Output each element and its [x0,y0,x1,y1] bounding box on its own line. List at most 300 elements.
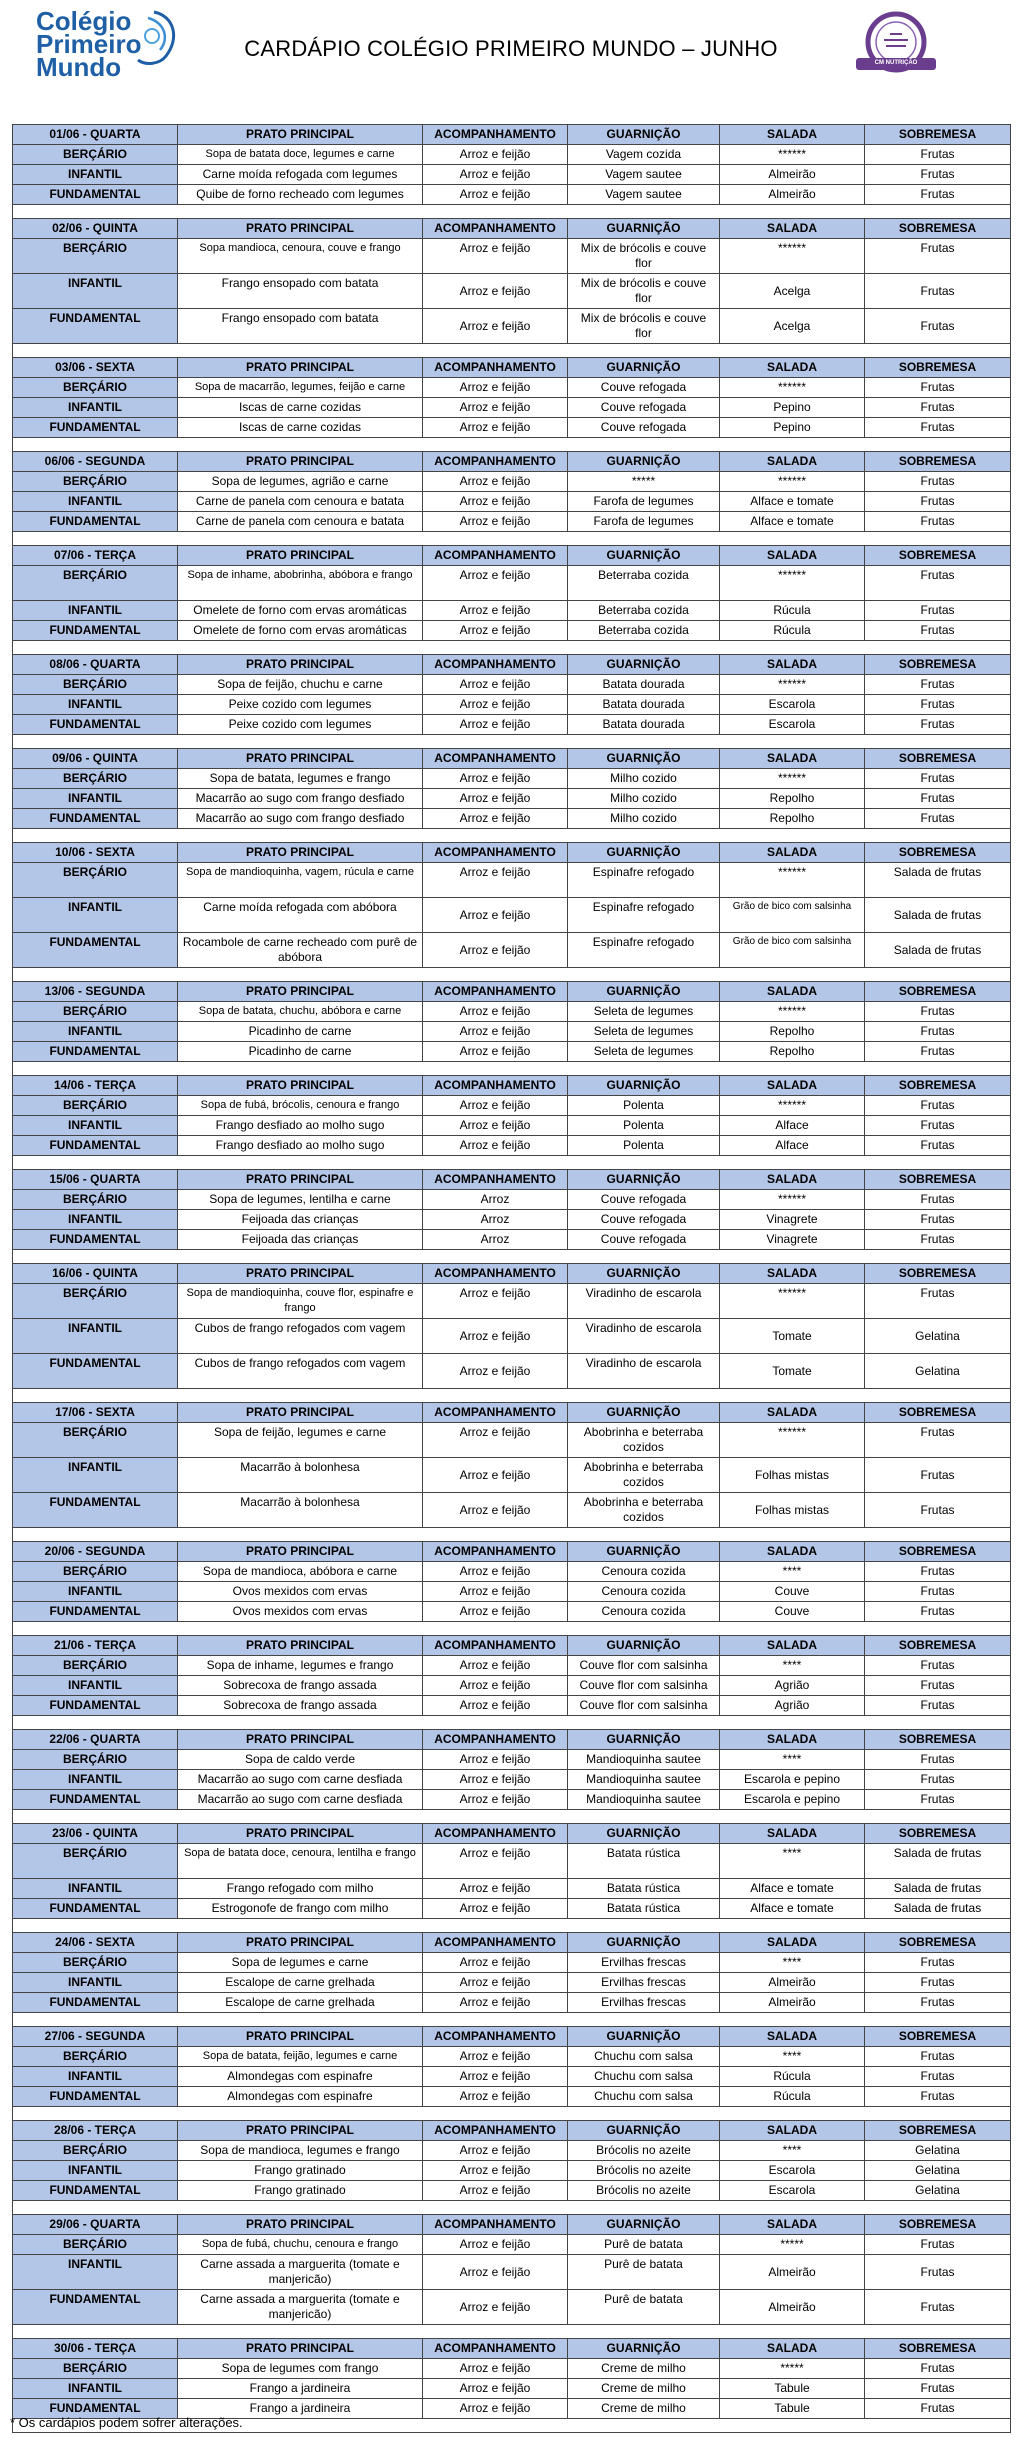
school-level: FUNDAMENTAL [13,809,178,829]
menu-cell-acomp: Arroz e feijão [423,1973,568,1993]
menu-cell-salada: ***** [720,2359,865,2379]
table-row [13,418,1011,438]
menu-cell-prato: Cubos de frango refogados com vagem [178,1319,423,1354]
menu-cell-acomp: Arroz e feijão [423,621,568,641]
menu-cell-guarn: Couve flor com salsinha [568,1676,720,1696]
table-row [13,1993,1011,2013]
menu-cell-prato: Sopa de caldo verde [178,1750,423,1770]
day-header-row [13,1264,1011,1284]
school-level: BERÇÁRIO [13,1002,178,1022]
menu-cell-sobremesa: Frutas [865,789,1011,809]
menu-cell-prato: Ovos mexidos com ervas [178,1582,423,1602]
table-row [13,695,1011,715]
column-header: PRATO PRINCIPAL [178,843,423,863]
table-row [13,1319,1011,1354]
spacer-row [13,641,1011,655]
menu-cell-sobremesa: Gelatina [865,2181,1011,2201]
menu-cell-guarn: Mandioquinha sautee [568,1750,720,1770]
menu-cell-acomp: Arroz e feijão [423,695,568,715]
menu-cell-acomp: Arroz e feijão [423,601,568,621]
menu-cell-guarn: Mix de brócolis e couve flor [568,309,720,344]
column-header: SALADA [720,1264,865,1284]
menu-cell-acomp: Arroz e feijão [423,898,568,933]
menu-cell-salada: Escarola [720,2161,865,2181]
menu-cell-guarn: Creme de milho [568,2399,720,2419]
column-header: ACOMPANHAMENTO [423,1076,568,1096]
menu-cell-salada: Agrião [720,1676,865,1696]
table-row [13,1770,1011,1790]
menu-cell-acomp: Arroz e feijão [423,145,568,165]
menu-cell-sobremesa: Frutas [865,239,1011,274]
school-level: FUNDAMENTAL [13,933,178,968]
table-row [13,1582,1011,1602]
school-level: FUNDAMENTAL [13,2181,178,2201]
table-row [13,512,1011,532]
menu-cell-guarn: Milho cozido [568,809,720,829]
spacer-cell [13,1156,1011,1170]
column-header: SALADA [720,1824,865,1844]
table-row [13,2141,1011,2161]
day-label: 24/06 - SEXTA [13,1933,178,1953]
menu-cell-acomp: Arroz e feijão [423,2290,568,2325]
school-level: BERÇÁRIO [13,863,178,898]
menu-cell-acomp: Arroz e feijão [423,2235,568,2255]
menu-cell-acomp: Arroz e feijão [423,185,568,205]
menu-cell-salada: Repolho [720,809,865,829]
menu-cell-acomp: Arroz e feijão [423,165,568,185]
school-level: BERÇÁRIO [13,2047,178,2067]
table-row [13,492,1011,512]
menu-cell-guarn: Batata rústica [568,1879,720,1899]
school-level: FUNDAMENTAL [13,621,178,641]
day-label: 13/06 - SEGUNDA [13,982,178,1002]
school-level: BERÇÁRIO [13,1423,178,1458]
school-level: FUNDAMENTAL [13,1790,178,1810]
column-header: SOBREMESA [865,452,1011,472]
menu-cell-sobremesa: Frutas [865,1993,1011,2013]
spacer-row [13,1919,1011,1933]
menu-cell-salada: Rúcula [720,601,865,621]
spacer-row [13,968,1011,982]
column-header: GUARNIÇÃO [568,655,720,675]
menu-cell-acomp: Arroz e feijão [423,1493,568,1528]
column-header: ACOMPANHAMENTO [423,982,568,1002]
menu-cell-prato: Sopa de legumes com frango [178,2359,423,2379]
menu-cell-guarn: Purê de batata [568,2235,720,2255]
column-header: GUARNIÇÃO [568,219,720,239]
menu-table [12,124,1011,2433]
table-row [13,2255,1011,2290]
menu-cell-salada: Vinagrete [720,1230,865,1250]
school-level: INFANTIL [13,601,178,621]
menu-cell-sobremesa: Frutas [865,1116,1011,1136]
menu-cell-guarn: Creme de milho [568,2379,720,2399]
spacer-row [13,829,1011,843]
table-row [13,1602,1011,1622]
menu-cell-salada: Almeirão [720,2290,865,2325]
menu-cell-prato: Macarrão ao sugo com frango desfiado [178,809,423,829]
school-level: INFANTIL [13,2161,178,2181]
spacer-cell [13,1528,1011,1542]
menu-cell-acomp: Arroz e feijão [423,566,568,601]
column-header: SOBREMESA [865,1076,1011,1096]
school-level: BERÇÁRIO [13,2359,178,2379]
menu-cell-guarn: Batata dourada [568,675,720,695]
day-header-row [13,452,1011,472]
column-header: SALADA [720,125,865,145]
menu-cell-guarn: Polenta [568,1116,720,1136]
menu-cell-prato: Carne de panela com cenoura e batata [178,512,423,532]
menu-cell-salada: **** [720,1562,865,1582]
column-header: ACOMPANHAMENTO [423,1542,568,1562]
table-row [13,2235,1011,2255]
column-header: SALADA [720,2339,865,2359]
school-level: FUNDAMENTAL [13,2087,178,2107]
menu-cell-salada: Pepino [720,398,865,418]
menu-cell-sobremesa: Frutas [865,1042,1011,1062]
menu-cell-prato: Omelete de forno com ervas aromáticas [178,601,423,621]
table-row [13,1899,1011,1919]
school-level: INFANTIL [13,1458,178,1493]
menu-cell-acomp: Arroz e feijão [423,2087,568,2107]
school-level: INFANTIL [13,492,178,512]
column-header: GUARNIÇÃO [568,749,720,769]
spacer-cell [13,344,1011,358]
menu-cell-sobremesa: Frutas [865,1790,1011,1810]
menu-cell-salada: ****** [720,1096,865,1116]
menu-cell-sobremesa: Salada de frutas [865,1899,1011,1919]
menu-cell-prato: Sobrecoxa de frango assada [178,1676,423,1696]
menu-cell-guarn: Mandioquinha sautee [568,1770,720,1790]
table-row [13,1844,1011,1879]
school-level: BERÇÁRIO [13,2235,178,2255]
column-header: SALADA [720,749,865,769]
menu-cell-acomp: Arroz e feijão [423,1750,568,1770]
menu-cell-guarn: Ervilhas frescas [568,1973,720,1993]
menu-cell-acomp: Arroz e feijão [423,769,568,789]
column-header: GUARNIÇÃO [568,358,720,378]
menu-cell-sobremesa: Frutas [865,695,1011,715]
day-header-row [13,1636,1011,1656]
school-level: INFANTIL [13,1319,178,1354]
spacer-row [13,205,1011,219]
table-row [13,309,1011,344]
menu-cell-acomp: Arroz e feijão [423,1790,568,1810]
menu-cell-salada: **** [720,2141,865,2161]
spacer-row [13,1622,1011,1636]
menu-cell-prato: Sopa de batata, feijão, legumes e carne [178,2047,423,2067]
menu-cell-sobremesa: Frutas [865,2399,1011,2419]
menu-cell-sobremesa: Gelatina [865,2161,1011,2181]
menu-cell-prato: Escalope de carne grelhada [178,1973,423,1993]
column-header: ACOMPANHAMENTO [423,219,568,239]
menu-cell-acomp: Arroz e feijão [423,309,568,344]
menu-cell-acomp: Arroz e feijão [423,512,568,532]
table-row [13,2290,1011,2325]
table-row [13,1354,1011,1389]
menu-cell-prato: Carne assada a marguerita (tomate e manjericão) [178,2255,423,2290]
table-row [13,2161,1011,2181]
menu-cell-guarn: Viradinho de escarola [568,1284,720,1319]
spacer-row [13,2325,1011,2339]
day-label: 21/06 - TERÇA [13,1636,178,1656]
menu-cell-acomp: Arroz e feijão [423,2359,568,2379]
menu-cell-sobremesa: Frutas [865,2087,1011,2107]
day-label: 09/06 - QUINTA [13,749,178,769]
menu-cell-prato: Peixe cozido com legumes [178,715,423,735]
day-header-row [13,1403,1011,1423]
day-label: 06/06 - SEGUNDA [13,452,178,472]
menu-cell-salada: ****** [720,239,865,274]
menu-cell-sobremesa: Frutas [865,1953,1011,1973]
menu-cell-acomp: Arroz e feijão [423,715,568,735]
menu-cell-acomp: Arroz e feijão [423,2399,568,2419]
menu-cell-acomp: Arroz e feijão [423,1116,568,1136]
menu-cell-sobremesa: Salada de frutas [865,898,1011,933]
table-row [13,145,1011,165]
menu-cell-acomp: Arroz e feijão [423,1879,568,1899]
day-header-row [13,219,1011,239]
menu-cell-acomp: Arroz e feijão [423,1770,568,1790]
table-row [13,2359,1011,2379]
column-header: GUARNIÇÃO [568,1170,720,1190]
menu-cell-salada: Acelga [720,309,865,344]
table-row [13,933,1011,968]
column-header: SALADA [720,1933,865,1953]
column-header: SOBREMESA [865,1264,1011,1284]
school-level: INFANTIL [13,2379,178,2399]
spacer-row [13,1156,1011,1170]
spacer-row [13,438,1011,452]
menu-cell-prato: Feijoada das crianças [178,1230,423,1250]
menu-cell-guarn: Couve refogada [568,1190,720,1210]
menu-cell-acomp: Arroz e feijão [423,378,568,398]
column-header: GUARNIÇÃO [568,843,720,863]
menu-cell-prato: Carne moída refogada com abóbora [178,898,423,933]
menu-cell-prato: Feijoada das crianças [178,1210,423,1230]
menu-cell-salada: ****** [720,1002,865,1022]
menu-cell-acomp: Arroz e feijão [423,1354,568,1389]
menu-cell-guarn: Brócolis no azeite [568,2161,720,2181]
menu-cell-acomp: Arroz e feijão [423,2181,568,2201]
menu-cell-prato: Frango gratinado [178,2161,423,2181]
school-level: FUNDAMENTAL [13,1042,178,1062]
table-row [13,1136,1011,1156]
school-level: BERÇÁRIO [13,1953,178,1973]
menu-cell-acomp: Arroz e feijão [423,1696,568,1716]
table-row [13,2087,1011,2107]
menu-cell-acomp: Arroz e feijão [423,2255,568,2290]
day-header-row [13,843,1011,863]
menu-cell-salada: Tomate [720,1354,865,1389]
menu-cell-guarn: Farofa de legumes [568,492,720,512]
menu-cell-acomp: Arroz e feijão [423,2379,568,2399]
column-header: GUARNIÇÃO [568,546,720,566]
spacer-row [13,532,1011,546]
menu-cell-salada: ****** [720,566,865,601]
column-header: ACOMPANHAMENTO [423,1170,568,1190]
column-header: SALADA [720,2027,865,2047]
spacer-cell [13,1919,1011,1933]
column-header: SOBREMESA [865,2027,1011,2047]
menu-cell-prato: Sopa de legumes e carne [178,1953,423,1973]
menu-cell-acomp: Arroz e feijão [423,1656,568,1676]
table-row [13,715,1011,735]
table-row [13,274,1011,309]
school-level: BERÇÁRIO [13,2141,178,2161]
table-row [13,2379,1011,2399]
column-header: SALADA [720,358,865,378]
school-level: INFANTIL [13,789,178,809]
table-row [13,863,1011,898]
menu-cell-salada: ****** [720,675,865,695]
table-row [13,769,1011,789]
column-header: SALADA [720,843,865,863]
table-row [13,1284,1011,1319]
menu-cell-acomp: Arroz e feijão [423,2067,568,2087]
menu-cell-acomp: Arroz e feijão [423,492,568,512]
column-header: SALADA [720,982,865,1002]
column-header: SOBREMESA [865,1403,1011,1423]
menu-cell-prato: Frango ensopado com batata [178,309,423,344]
menu-cell-salada: Tomate [720,1319,865,1354]
table-row [13,1210,1011,1230]
column-header: PRATO PRINCIPAL [178,1542,423,1562]
menu-cell-salada: Escarola [720,695,865,715]
school-level: FUNDAMENTAL [13,309,178,344]
menu-cell-sobremesa: Frutas [865,1696,1011,1716]
day-label: 27/06 - SEGUNDA [13,2027,178,2047]
logo-line-3: Mundo [36,52,122,82]
school-level: FUNDAMENTAL [13,185,178,205]
menu-cell-guarn: Viradinho de escarola [568,1319,720,1354]
school-level: FUNDAMENTAL [13,512,178,532]
school-level: FUNDAMENTAL [13,715,178,735]
menu-cell-sobremesa: Frutas [865,309,1011,344]
menu-cell-acomp: Arroz e feijão [423,675,568,695]
menu-cell-sobremesa: Frutas [865,1656,1011,1676]
menu-cell-guarn: Polenta [568,1096,720,1116]
menu-cell-sobremesa: Frutas [865,1493,1011,1528]
column-header: GUARNIÇÃO [568,452,720,472]
day-label: 28/06 - TERÇA [13,2121,178,2141]
day-label: 07/06 - TERÇA [13,546,178,566]
menu-cell-salada: Almeirão [720,1973,865,1993]
menu-cell-sobremesa: Frutas [865,715,1011,735]
table-row [13,1879,1011,1899]
menu-cell-prato: Frango desfiado ao molho sugo [178,1116,423,1136]
table-row [13,789,1011,809]
menu-cell-guarn: Seleta de legumes [568,1042,720,1062]
menu-cell-guarn: Vagem cozida [568,145,720,165]
menu-cell-sobremesa: Frutas [865,1973,1011,1993]
menu-cell-salada: Tabule [720,2379,865,2399]
menu-cell-sobremesa: Frutas [865,2359,1011,2379]
spacer-row [13,344,1011,358]
table-row [13,1116,1011,1136]
menu-cell-salada: ****** [720,863,865,898]
school-level: INFANTIL [13,1582,178,1602]
menu-cell-prato: Iscas de carne cozidas [178,418,423,438]
column-header: GUARNIÇÃO [568,1730,720,1750]
school-level: FUNDAMENTAL [13,1136,178,1156]
school-level: BERÇÁRIO [13,566,178,601]
table-row [13,2181,1011,2201]
menu-cell-acomp: Arroz [423,1230,568,1250]
day-label: 10/06 - SEXTA [13,843,178,863]
table-row [13,1656,1011,1676]
menu-cell-guarn: Batata dourada [568,695,720,715]
school-level: BERÇÁRIO [13,1562,178,1582]
table-row [13,1190,1011,1210]
menu-cell-sobremesa: Frutas [865,145,1011,165]
menu-cell-guarn: Abobrinha e beterraba cozidos [568,1423,720,1458]
day-label: 22/06 - QUARTA [13,1730,178,1750]
menu-cell-prato: Sopa de inhame, abobrinha, abóbora e frango [178,566,423,601]
day-header-row [13,1933,1011,1953]
column-header: ACOMPANHAMENTO [423,749,568,769]
logo-line-2: Primeiro [36,29,142,59]
menu-cell-prato: Cubos de frango refogados com vagem [178,1354,423,1389]
column-header: PRATO PRINCIPAL [178,219,423,239]
column-header: ACOMPANHAMENTO [423,1636,568,1656]
menu-cell-salada: ****** [720,145,865,165]
menu-cell-prato: Sopa de batata, legumes e frango [178,769,423,789]
menu-cell-guarn: Batata dourada [568,715,720,735]
menu-cell-prato: Sopa de legumes, agrião e carne [178,472,423,492]
menu-cell-guarn: Mandioquinha sautee [568,1790,720,1810]
menu-cell-acomp: Arroz e feijão [423,274,568,309]
menu-cell-salada: Acelga [720,274,865,309]
column-header: ACOMPANHAMENTO [423,655,568,675]
menu-cell-guarn: Chuchu com salsa [568,2087,720,2107]
menu-cell-guarn: Farofa de legumes [568,512,720,532]
column-header: GUARNIÇÃO [568,2339,720,2359]
column-header: SALADA [720,452,865,472]
day-header-row [13,2121,1011,2141]
menu-cell-salada: Agrião [720,1696,865,1716]
table-row [13,1230,1011,1250]
menu-cell-sobremesa: Salada de frutas [865,863,1011,898]
column-header: SOBREMESA [865,1933,1011,1953]
menu-cell-sobremesa: Frutas [865,1136,1011,1156]
day-label: 03/06 - SEXTA [13,358,178,378]
menu-cell-guarn: Chuchu com salsa [568,2067,720,2087]
column-header: SOBREMESA [865,1170,1011,1190]
school-level: INFANTIL [13,2255,178,2290]
menu-cell-prato: Sopa de batata doce, cenoura, lentilha e frango [178,1844,423,1879]
day-header-row [13,2215,1011,2235]
column-header: GUARNIÇÃO [568,982,720,1002]
column-header: GUARNIÇÃO [568,1403,720,1423]
school-level: INFANTIL [13,1770,178,1790]
table-row [13,898,1011,933]
menu-cell-salada: **** [720,1656,865,1676]
menu-cell-guarn: Beterraba cozida [568,566,720,601]
school-level: BERÇÁRIO [13,675,178,695]
column-header: SALADA [720,2121,865,2141]
column-header: PRATO PRINCIPAL [178,1636,423,1656]
column-header: SOBREMESA [865,2339,1011,2359]
menu-cell-acomp: Arroz e feijão [423,2161,568,2181]
column-header: PRATO PRINCIPAL [178,1403,423,1423]
menu-cell-sobremesa: Frutas [865,185,1011,205]
school-level: BERÇÁRIO [13,1844,178,1879]
column-header: ACOMPANHAMENTO [423,452,568,472]
menu-cell-prato: Sopa de mandioquinha, vagem, rúcula e carne [178,863,423,898]
school-level: FUNDAMENTAL [13,2290,178,2325]
menu-cell-prato: Sopa de mandioca, abóbora e carne [178,1562,423,1582]
